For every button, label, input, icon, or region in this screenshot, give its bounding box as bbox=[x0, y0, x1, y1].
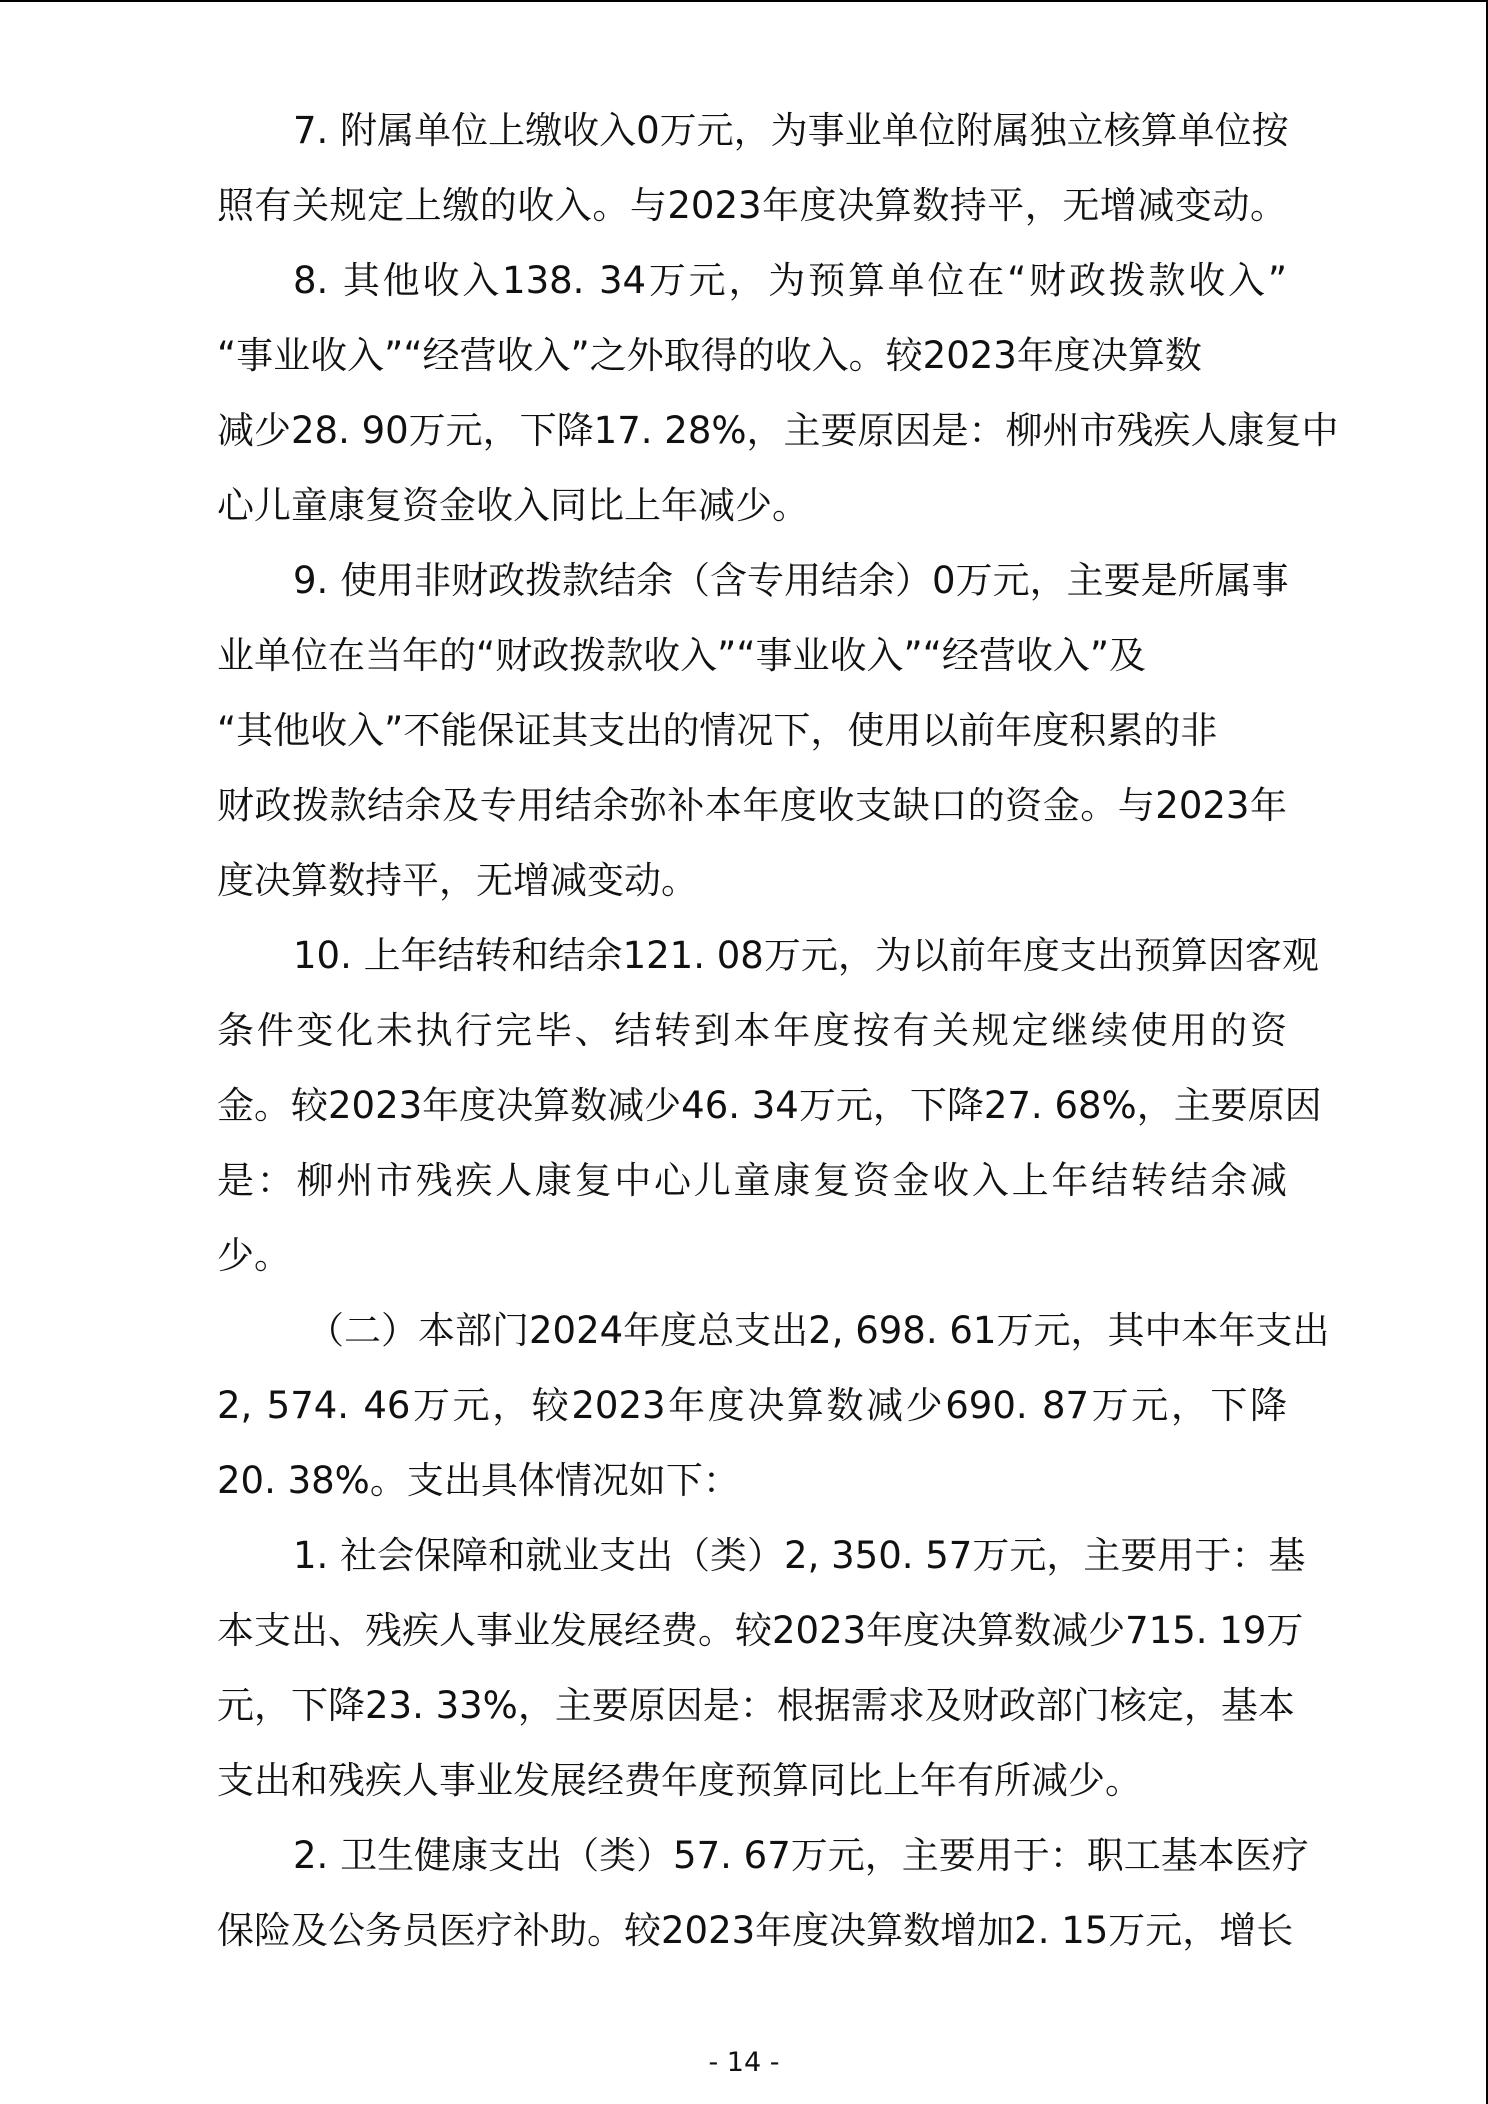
paragraph-10-line-1: 10. 上年结转和结余121. 08万元，为以前年度支出预算因客观 bbox=[293, 934, 1319, 977]
item-1-line-2: 本支出、残疾人事业发展经费。较2023年度决算数减少715. 19万 bbox=[217, 1609, 1304, 1652]
item-1-line-4: 支出和残疾人事业发展经费年度预算同比上年有所减少。 bbox=[217, 1759, 1142, 1802]
paragraph-10-line-5: 少。 bbox=[217, 1234, 291, 1277]
section-2-line-3: 20. 38%。支出具体情况如下： bbox=[217, 1459, 740, 1502]
section-2-line-1: （二）本部门2024年度总支出2, 698. 61万元，其中本年支出 bbox=[307, 1309, 1330, 1352]
item-1-line-1: 1. 社会保障和就业支出（类）2, 350. 57万元，主要用于：基 bbox=[293, 1534, 1306, 1577]
paragraph-7-line-1: 7. 附属单位上缴收入0万元，为事业单位附属独立核算单位按 bbox=[293, 109, 1289, 152]
paragraph-9-line-1: 9. 使用非财政拨款结余（含专用结余）0万元，主要是所属事 bbox=[293, 559, 1289, 602]
paragraph-9-line-3: “其他收入”不能保证其支出的情况下，使用以前年度积累的非 bbox=[217, 709, 1218, 752]
paragraph-7-line-2: 照有关规定上缴的收入。与2023年度决算数持平，无增减变动。 bbox=[217, 184, 1287, 227]
paragraph-10-line-2: 条件变化未执行完毕、结转到本年度按有关规定继续使用的资 bbox=[217, 1009, 1287, 1052]
paragraph-10-line-3: 金。较2023年度决算数减少46. 34万元，下降27. 68%，主要原因 bbox=[217, 1084, 1322, 1127]
item-1-line-3: 元，下降23. 33%，主要原因是：根据需求及财政部门核定，基本 bbox=[217, 1684, 1295, 1727]
top-border-rule bbox=[0, 0, 1488, 2]
paragraph-10-line-4: 是：柳州市残疾人康复中心儿童康复资金收入上年结转结余减 bbox=[217, 1159, 1287, 1202]
paragraph-8-line-1: 8. 其他收入138. 34万元，为预算单位在“财政拨款收入” bbox=[293, 259, 1287, 302]
page-number: - 14 - bbox=[708, 2047, 780, 2078]
paragraph-9-line-2: 业单位在当年的“财政拨款收入”“事业收入”“经营收入”及 bbox=[217, 634, 1147, 677]
item-2-line-1: 2. 卫生健康支出（类）57. 67万元，主要用于：职工基本医疗 bbox=[293, 1834, 1309, 1877]
paragraph-8-line-2: “事业收入”“经营收入”之外取得的收入。较2023年度决算数 bbox=[217, 334, 1202, 377]
item-2-line-2: 保险及公务员医疗补助。较2023年度决算数增加2. 15万元，增长 bbox=[217, 1909, 1294, 1952]
paragraph-9-line-4: 财政拨款结余及专用结余弥补本年度收支缺口的资金。与2023年 bbox=[217, 784, 1287, 827]
section-2-line-2: 2, 574. 46万元，较2023年度决算数减少690. 87万元，下降 bbox=[217, 1384, 1287, 1427]
paragraph-8-line-3: 减少28. 90万元，下降17. 28%，主要原因是：柳州市残疾人康复中 bbox=[217, 409, 1339, 452]
paragraph-8-line-4: 心儿童康复资金收入同比上年减少。 bbox=[217, 484, 809, 527]
paragraph-9-line-5: 度决算数持平，无增减变动。 bbox=[217, 859, 698, 902]
